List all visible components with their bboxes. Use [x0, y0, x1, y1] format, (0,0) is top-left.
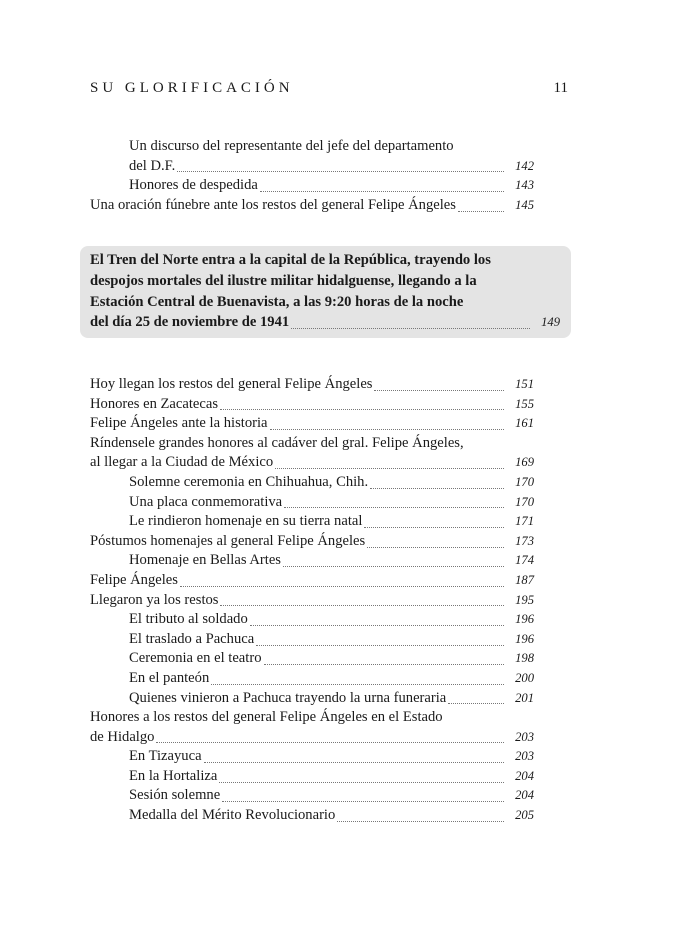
- toc-entry-text: El traslado a Pachuca: [129, 630, 255, 647]
- toc-page-number: 205: [515, 808, 534, 823]
- toc-page-number: 187: [515, 572, 534, 587]
- section-heading-line: Estación Central de Buenavista, a las 9:20 horas de la noche: [90, 293, 464, 310]
- toc-section-heading: [90, 250, 560, 333]
- toc-entry-text: Honores en Zacatecas: [90, 395, 219, 412]
- toc-entry-text: Ceremonia en el teatro: [129, 650, 262, 667]
- toc-entry-text: Un discurso del representante del jefe del departamento: [129, 138, 454, 154]
- toc-entry: [90, 512, 534, 532]
- toc-page-number: 170: [515, 494, 534, 509]
- toc-entry-text: En la Hortaliza: [129, 767, 218, 784]
- toc-page-number: 142: [515, 158, 534, 173]
- dot-leader: [275, 467, 504, 469]
- toc-entry-text: al llegar a la Ciudad de México: [90, 454, 274, 471]
- toc-entry: [90, 157, 534, 177]
- toc-entry-text: Homenaje en Bellas Artes: [129, 552, 281, 569]
- toc-list: [90, 375, 534, 826]
- dot-leader: [220, 604, 504, 606]
- dot-leader: [370, 487, 504, 489]
- toc-entry: [90, 669, 534, 689]
- toc-page-number: 196: [515, 612, 534, 627]
- toc-entry: [90, 591, 534, 611]
- toc-entry-text: Sesión solemne: [129, 787, 221, 804]
- toc-page-number: 203: [515, 749, 534, 764]
- toc-page-number: 195: [515, 592, 534, 607]
- toc-entry: [90, 747, 534, 767]
- toc-entry-text: Llegaron ya los restos: [90, 591, 219, 608]
- dot-leader: [256, 644, 504, 646]
- dot-leader: [264, 663, 505, 665]
- dot-leader: [156, 741, 504, 743]
- toc-entry-text: del D.F.: [129, 157, 176, 174]
- toc-entry-text: En el panteón: [129, 669, 210, 686]
- toc-page-number: 169: [515, 455, 534, 470]
- toc-page-number: 145: [515, 197, 534, 212]
- toc-entry-text: Felipe Ángeles: [90, 571, 178, 588]
- toc-entry: [90, 806, 534, 826]
- toc-entry-text: de Hidalgo: [90, 728, 155, 745]
- toc-page-number: 204: [515, 768, 534, 783]
- toc-entry-text: Ríndensele grandes honores al cadáver del gral. Felipe Ángeles,: [90, 434, 464, 451]
- toc-page-number: 171: [515, 514, 534, 529]
- dot-leader: [222, 800, 504, 802]
- toc-entry-text: Solemne ceremonia en Chihuahua, Chih.: [129, 473, 369, 490]
- toc-entry: [90, 375, 534, 395]
- dot-leader: [211, 683, 504, 685]
- toc-entry: [90, 176, 534, 196]
- toc-page-number: 200: [515, 670, 534, 685]
- toc-entry-text: Le rindieron homenaje en su tierra natal: [129, 513, 363, 530]
- toc-entry: [90, 630, 534, 650]
- dot-leader: [367, 546, 504, 548]
- toc-entry-text: El tributo al soldado: [129, 611, 248, 628]
- toc-page-number: 201: [515, 690, 534, 705]
- toc-page-number: 151: [515, 377, 534, 391]
- dot-leader: [220, 408, 504, 410]
- toc-entry-text: En Tizayuca: [129, 748, 202, 765]
- page-number: 11: [553, 80, 568, 96]
- toc-entry-text: Una oración fúnebre ante los restos del general Felipe Ángeles: [90, 196, 456, 213]
- toc-page-number: 174: [515, 553, 534, 568]
- toc-entry: [90, 786, 534, 806]
- toc-entry: [90, 551, 534, 571]
- dot-leader: [283, 565, 504, 567]
- dot-leader: [374, 389, 504, 391]
- section-heading-line: despojos mortales del ilustre militar hidalguense, llegando a la: [90, 272, 477, 289]
- section-heading-line: El Tren del Norte entra a la capital de la República, trayendo los: [90, 252, 491, 268]
- dot-leader: [284, 506, 504, 508]
- dot-leader: [250, 624, 504, 626]
- toc-entry: [90, 473, 534, 493]
- toc-entry-text: Honores de despedida: [129, 177, 258, 194]
- chapter-title: SU GLORIFICACIÓN: [90, 80, 294, 96]
- toc-page-number: 204: [515, 788, 534, 803]
- toc-page-number: 173: [515, 533, 534, 548]
- toc-entry: [90, 453, 534, 473]
- dot-leader: [204, 761, 504, 763]
- dot-leader: [260, 190, 504, 192]
- dot-leader: [458, 210, 504, 212]
- toc-entry: [90, 532, 534, 552]
- running-header: [90, 80, 568, 97]
- dot-leader: [177, 170, 504, 172]
- dot-leader: [337, 820, 504, 822]
- toc-page-number: 143: [515, 178, 534, 193]
- dot-leader: [364, 526, 504, 528]
- toc-entry: [90, 571, 534, 591]
- toc-entry: [90, 196, 534, 216]
- toc-entry: [90, 767, 534, 787]
- toc-entry: [90, 649, 534, 669]
- toc-entry: [90, 395, 534, 415]
- toc-entry-text: Póstumos homenajes al general Felipe Ángeles: [90, 532, 366, 549]
- dot-leader: [291, 327, 530, 329]
- toc-entry: [90, 493, 534, 513]
- toc-entry-text: Quienes vinieron a Pachuca trayendo la urna funeraria: [129, 689, 447, 706]
- toc-entry-text: Hoy llegan los restos del general Felipe Ángeles: [90, 376, 373, 392]
- dot-leader: [180, 585, 504, 587]
- toc-entry-text: Medalla del Mérito Revolucionario: [129, 807, 336, 824]
- section-heading-line: del día 25 de noviembre de 1941: [90, 314, 290, 331]
- toc-entry: [90, 728, 534, 748]
- toc-top-group: [90, 137, 534, 215]
- toc-page-number: 170: [515, 474, 534, 489]
- dot-leader: [448, 702, 504, 704]
- toc-entry-text: Honores a los restos del general Felipe Ángeles en el Estado: [90, 709, 443, 726]
- toc-page-number: 155: [515, 396, 534, 411]
- toc-page-number: 203: [515, 729, 534, 744]
- toc-page-number: 161: [515, 416, 534, 431]
- toc-page-number: 196: [515, 631, 534, 646]
- toc-entry: [90, 689, 534, 709]
- toc-page-number: 198: [515, 651, 534, 666]
- dot-leader: [270, 428, 504, 430]
- toc-entry: [90, 610, 534, 630]
- toc-entry: [90, 312, 560, 333]
- toc-entry-text: Una placa conmemorativa: [129, 493, 283, 510]
- toc-entry: [90, 414, 534, 434]
- toc-entry-text: Felipe Ángeles ante la historia: [90, 415, 268, 432]
- toc-page-number: 149: [541, 315, 560, 330]
- dot-leader: [219, 781, 504, 783]
